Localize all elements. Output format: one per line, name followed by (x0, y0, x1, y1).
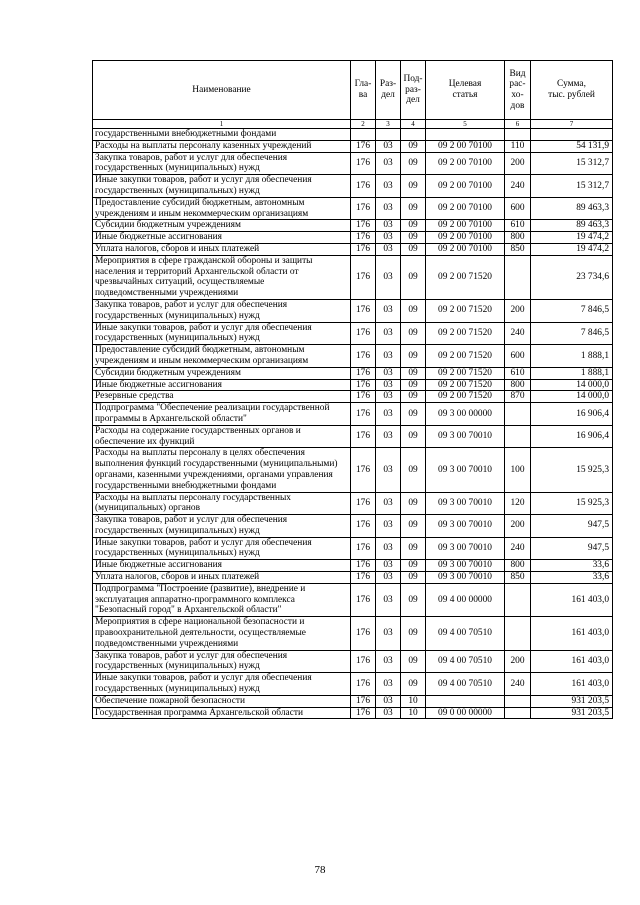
cell-razdel: 03 (376, 617, 401, 650)
cell-razdel: 03 (376, 379, 401, 391)
header-sum: Сумма, тыс. рублей (531, 61, 613, 120)
cell-razdel: 03 (376, 140, 401, 152)
cell-sum: 7 846,5 (531, 299, 613, 322)
cell-glava: 176 (351, 299, 376, 322)
column-number: 3 (376, 120, 401, 129)
column-number: 1 (93, 120, 351, 129)
cell-target-article: 09 3 00 70010 (426, 515, 505, 538)
cell-podrazdel: 09 (401, 367, 426, 379)
cell-expense-type (505, 583, 531, 616)
cell-name: Иные бюджетные ассигнования (93, 560, 351, 572)
table-row (93, 243, 613, 255)
table-row (93, 197, 613, 220)
table-row (93, 448, 613, 492)
table-row (93, 403, 613, 426)
cell-expense-type: 850 (505, 572, 531, 584)
cell-podrazdel: 09 (401, 197, 426, 220)
cell-sum (531, 129, 613, 141)
cell-expense-type: 870 (505, 391, 531, 403)
header-name: Наименование (93, 61, 351, 120)
cell-target-article: 09 4 00 00000 (426, 583, 505, 616)
cell-glava: 176 (351, 220, 376, 232)
cell-name: Уплата налогов, сборов и иных платежей (93, 572, 351, 584)
cell-sum: 161 403,0 (531, 650, 613, 673)
cell-expense-type: 240 (505, 537, 531, 560)
cell-podrazdel: 09 (401, 255, 426, 299)
cell-glava: 176 (351, 140, 376, 152)
cell-razdel: 03 (376, 695, 401, 707)
cell-target-article: 09 2 00 71520 (426, 379, 505, 391)
table-row (93, 152, 613, 175)
cell-podrazdel: 09 (401, 379, 426, 391)
cell-expense-type: 600 (505, 197, 531, 220)
cell-podrazdel: 09 (401, 403, 426, 426)
cell-sum: 14 000,0 (531, 391, 613, 403)
cell-expense-type: 800 (505, 232, 531, 244)
cell-sum: 1 888,1 (531, 367, 613, 379)
cell-glava: 176 (351, 379, 376, 391)
cell-expense-type (505, 695, 531, 707)
cell-glava: 176 (351, 515, 376, 538)
cell-name: Иные закупки товаров, работ и услуг для обеспечения государственных (муниципальных) нужд (93, 175, 351, 198)
column-number: 6 (505, 120, 531, 129)
cell-podrazdel: 09 (401, 515, 426, 538)
table-row (93, 425, 613, 448)
table-header-row (93, 61, 613, 120)
table-row (93, 560, 613, 572)
column-number: 5 (426, 120, 505, 129)
cell-target-article: 09 2 00 71520 (426, 345, 505, 368)
column-number: 4 (401, 120, 426, 129)
cell-podrazdel: 09 (401, 140, 426, 152)
cell-podrazdel: 09 (401, 299, 426, 322)
cell-sum: 161 403,0 (531, 673, 613, 696)
cell-razdel: 03 (376, 220, 401, 232)
cell-target-article: 09 2 00 70100 (426, 243, 505, 255)
cell-name: Расходы на содержание государственных органов и обеспечение их функций (93, 425, 351, 448)
cell-name: Предоставление субсидий бюджетным, автономным учреждениям и иным некоммерческим организациям (93, 345, 351, 368)
table-row (93, 345, 613, 368)
cell-name: Резервные средства (93, 391, 351, 403)
cell-podrazdel: 09 (401, 345, 426, 368)
cell-sum: 16 906,4 (531, 403, 613, 426)
cell-podrazdel (401, 129, 426, 141)
cell-sum: 15 925,3 (531, 448, 613, 492)
cell-glava: 176 (351, 707, 376, 719)
cell-podrazdel: 09 (401, 425, 426, 448)
cell-razdel: 03 (376, 255, 401, 299)
cell-name: Субсидии бюджетным учреждениям (93, 367, 351, 379)
cell-expense-type (505, 403, 531, 426)
table-row (93, 232, 613, 244)
cell-name: Иные закупки товаров, работ и услуг для обеспечения государственных (муниципальных) нужд (93, 673, 351, 696)
cell-razdel: 03 (376, 175, 401, 198)
cell-expense-type: 100 (505, 448, 531, 492)
cell-name: Предоставление субсидий бюджетным, автономным учреждениям и иным некоммерческим организациям (93, 197, 351, 220)
cell-expense-type (505, 425, 531, 448)
cell-glava: 176 (351, 537, 376, 560)
cell-razdel: 03 (376, 367, 401, 379)
cell-razdel: 03 (376, 448, 401, 492)
cell-razdel: 03 (376, 391, 401, 403)
page-number: 78 (314, 864, 326, 876)
cell-sum: 19 474,2 (531, 232, 613, 244)
table-row (93, 391, 613, 403)
cell-podrazdel: 09 (401, 537, 426, 560)
header-glava: Гла- ва (351, 61, 376, 120)
cell-podrazdel: 09 (401, 673, 426, 696)
cell-name: Иные бюджетные ассигнования (93, 379, 351, 391)
cell-razdel: 03 (376, 243, 401, 255)
cell-podrazdel: 09 (401, 617, 426, 650)
budget-table (92, 60, 613, 719)
cell-expense-type: 610 (505, 367, 531, 379)
cell-podrazdel: 10 (401, 695, 426, 707)
cell-name: Мероприятия в сфере национальной безопасности и правоохранительной деятельности, осуществляемые подведомственными учреждениями (93, 617, 351, 650)
cell-sum: 931 203,5 (531, 707, 613, 719)
cell-expense-type: 200 (505, 299, 531, 322)
cell-target-article: 09 4 00 70510 (426, 673, 505, 696)
table-row (93, 673, 613, 696)
cell-target-article: 09 2 00 70100 (426, 152, 505, 175)
table-row (93, 707, 613, 719)
cell-podrazdel: 09 (401, 572, 426, 584)
cell-razdel: 03 (376, 322, 401, 345)
cell-target-article: 09 0 00 00000 (426, 707, 505, 719)
cell-glava: 176 (351, 232, 376, 244)
table-row (93, 515, 613, 538)
cell-sum: 7 846,5 (531, 322, 613, 345)
cell-target-article: 09 2 00 71520 (426, 255, 505, 299)
cell-podrazdel: 09 (401, 232, 426, 244)
cell-glava: 176 (351, 492, 376, 515)
table-row (93, 140, 613, 152)
table-row (93, 583, 613, 616)
cell-name: Закупка товаров, работ и услуг для обеспечения государственных (муниципальных) нужд (93, 152, 351, 175)
cell-razdel: 03 (376, 299, 401, 322)
cell-razdel: 03 (376, 583, 401, 616)
cell-sum: 54 131,9 (531, 140, 613, 152)
cell-target-article: 09 2 00 70100 (426, 232, 505, 244)
cell-sum: 947,5 (531, 515, 613, 538)
cell-podrazdel: 09 (401, 448, 426, 492)
table-row (93, 299, 613, 322)
header-razdel: Раз- дел (376, 61, 401, 120)
cell-glava: 176 (351, 243, 376, 255)
cell-expense-type: 800 (505, 379, 531, 391)
cell-glava: 176 (351, 197, 376, 220)
table-row (93, 695, 613, 707)
cell-glava: 176 (351, 322, 376, 345)
cell-podrazdel: 09 (401, 175, 426, 198)
cell-glava: 176 (351, 255, 376, 299)
cell-podrazdel: 09 (401, 243, 426, 255)
cell-name: Государственная программа Архангельской области (93, 707, 351, 719)
cell-glava: 176 (351, 425, 376, 448)
table-row (93, 537, 613, 560)
cell-sum: 161 403,0 (531, 617, 613, 650)
table-row (93, 322, 613, 345)
cell-glava: 176 (351, 560, 376, 572)
cell-target-article: 09 2 00 70100 (426, 220, 505, 232)
cell-expense-type: 240 (505, 673, 531, 696)
cell-name: Иные закупки товаров, работ и услуг для обеспечения государственных (муниципальных) нужд (93, 537, 351, 560)
table-body (93, 129, 613, 719)
cell-target-article: 09 3 00 70010 (426, 537, 505, 560)
cell-podrazdel: 09 (401, 322, 426, 345)
cell-razdel: 03 (376, 572, 401, 584)
cell-expense-type (505, 129, 531, 141)
cell-razdel: 03 (376, 492, 401, 515)
cell-razdel: 03 (376, 673, 401, 696)
cell-name: Субсидии бюджетным учреждениям (93, 220, 351, 232)
cell-glava: 176 (351, 345, 376, 368)
cell-target-article: 09 2 00 71520 (426, 322, 505, 345)
header-podrazdel: Под- раз- дел (401, 61, 426, 120)
cell-razdel: 03 (376, 537, 401, 560)
table-row (93, 367, 613, 379)
cell-name: Мероприятия в сфере гражданской обороны и защиты населения и территорий Архангельской области от чрезвычайных ситуаций, осуществляемые подведомственными учреждениями (93, 255, 351, 299)
cell-expense-type (505, 617, 531, 650)
table-row (93, 492, 613, 515)
table-row (93, 129, 613, 141)
cell-expense-type: 120 (505, 492, 531, 515)
cell-glava: 176 (351, 391, 376, 403)
cell-razdel: 03 (376, 232, 401, 244)
cell-glava: 176 (351, 673, 376, 696)
table-row (93, 650, 613, 673)
table-row (93, 379, 613, 391)
cell-expense-type: 600 (505, 345, 531, 368)
cell-name: Закупка товаров, работ и услуг для обеспечения государственных (муниципальных) нужд (93, 515, 351, 538)
cell-name: Закупка товаров, работ и услуг для обеспечения государственных (муниципальных) нужд (93, 299, 351, 322)
cell-razdel: 03 (376, 515, 401, 538)
cell-glava: 176 (351, 403, 376, 426)
header-expense-type: Вид рас- хо- дов (505, 61, 531, 120)
cell-sum: 16 906,4 (531, 425, 613, 448)
cell-sum: 1 888,1 (531, 345, 613, 368)
cell-name: Закупка товаров, работ и услуг для обеспечения государственных (муниципальных) нужд (93, 650, 351, 673)
cell-sum: 931 203,5 (531, 695, 613, 707)
cell-expense-type (505, 707, 531, 719)
cell-sum: 15 312,7 (531, 152, 613, 175)
cell-target-article: 09 2 00 70100 (426, 140, 505, 152)
cell-name: Расходы на выплаты персоналу казенных учреждений (93, 140, 351, 152)
cell-sum: 161 403,0 (531, 583, 613, 616)
table-row (93, 572, 613, 584)
cell-sum: 19 474,2 (531, 243, 613, 255)
cell-glava: 176 (351, 650, 376, 673)
column-number: 2 (351, 120, 376, 129)
cell-glava: 176 (351, 152, 376, 175)
cell-sum: 89 463,3 (531, 220, 613, 232)
cell-razdel: 03 (376, 345, 401, 368)
cell-podrazdel: 09 (401, 560, 426, 572)
cell-expense-type: 850 (505, 243, 531, 255)
cell-target-article: 09 4 00 70510 (426, 650, 505, 673)
cell-glava: 176 (351, 617, 376, 650)
cell-razdel: 03 (376, 707, 401, 719)
cell-name: Иные бюджетные ассигнования (93, 232, 351, 244)
cell-podrazdel: 09 (401, 391, 426, 403)
cell-glava: 176 (351, 367, 376, 379)
cell-target-article: 09 3 00 00000 (426, 403, 505, 426)
cell-razdel (376, 129, 401, 141)
cell-expense-type: 800 (505, 560, 531, 572)
cell-razdel: 03 (376, 650, 401, 673)
cell-razdel: 03 (376, 152, 401, 175)
cell-expense-type: 110 (505, 140, 531, 152)
cell-target-article: 09 2 00 71520 (426, 299, 505, 322)
cell-sum: 23 734,6 (531, 255, 613, 299)
cell-podrazdel: 09 (401, 220, 426, 232)
cell-razdel: 03 (376, 403, 401, 426)
cell-podrazdel: 09 (401, 152, 426, 175)
cell-expense-type: 240 (505, 175, 531, 198)
cell-glava: 176 (351, 583, 376, 616)
cell-target-article: 09 3 00 70010 (426, 425, 505, 448)
column-number: 7 (531, 120, 613, 129)
cell-expense-type: 200 (505, 152, 531, 175)
cell-expense-type (505, 255, 531, 299)
cell-name: Иные закупки товаров, работ и услуг для обеспечения государственных (муниципальных) нужд (93, 322, 351, 345)
table-row (93, 617, 613, 650)
cell-sum: 14 000,0 (531, 379, 613, 391)
cell-podrazdel: 09 (401, 583, 426, 616)
cell-sum: 947,5 (531, 537, 613, 560)
cell-name: Расходы на выплаты персоналу в целях обеспечения выполнения функций государственными (муниципальными) органами, казенными учреждениями, органами управления государственными внебюджетными фондами (93, 448, 351, 492)
table-row (93, 220, 613, 232)
cell-razdel: 03 (376, 560, 401, 572)
cell-target-article (426, 695, 505, 707)
cell-sum: 15 312,7 (531, 175, 613, 198)
cell-target-article: 09 3 00 70010 (426, 448, 505, 492)
cell-name: Расходы на выплаты персоналу государственных (муниципальных) органов (93, 492, 351, 515)
cell-razdel: 03 (376, 197, 401, 220)
column-number-row (93, 120, 613, 129)
cell-sum: 15 925,3 (531, 492, 613, 515)
cell-name: государственными внебюджетными фондами (93, 129, 351, 141)
cell-sum: 33,6 (531, 560, 613, 572)
cell-expense-type: 610 (505, 220, 531, 232)
cell-glava: 176 (351, 572, 376, 584)
cell-glava: 176 (351, 695, 376, 707)
cell-target-article: 09 2 00 71520 (426, 367, 505, 379)
cell-expense-type: 200 (505, 515, 531, 538)
cell-target-article: 09 2 00 70100 (426, 197, 505, 220)
cell-glava (351, 129, 376, 141)
cell-target-article: 09 2 00 70100 (426, 175, 505, 198)
cell-target-article: 09 2 00 71520 (426, 391, 505, 403)
cell-glava: 176 (351, 448, 376, 492)
cell-target-article (426, 129, 505, 141)
cell-expense-type: 240 (505, 322, 531, 345)
cell-razdel: 03 (376, 425, 401, 448)
cell-glava: 176 (351, 175, 376, 198)
cell-podrazdel: 10 (401, 707, 426, 719)
cell-name: Обеспечение пожарной безопасности (93, 695, 351, 707)
cell-sum: 89 463,3 (531, 197, 613, 220)
cell-target-article: 09 3 00 70010 (426, 560, 505, 572)
cell-target-article: 09 3 00 70010 (426, 572, 505, 584)
cell-target-article: 09 4 00 70510 (426, 617, 505, 650)
cell-name: Подпрограмма "Построение (развитие), внедрение и эксплуатация аппаратно-программного комплекса "Безопасный город" в Архангельской области" (93, 583, 351, 616)
table-row (93, 255, 613, 299)
cell-podrazdel: 09 (401, 492, 426, 515)
header-target-article: Целевая статья (426, 61, 505, 120)
cell-target-article: 09 3 00 70010 (426, 492, 505, 515)
cell-name: Подпрограмма "Обеспечение реализации государственной программы в Архангельской области" (93, 403, 351, 426)
table-row (93, 175, 613, 198)
cell-podrazdel: 09 (401, 650, 426, 673)
cell-sum: 33,6 (531, 572, 613, 584)
cell-name: Уплата налогов, сборов и иных платежей (93, 243, 351, 255)
cell-expense-type: 200 (505, 650, 531, 673)
